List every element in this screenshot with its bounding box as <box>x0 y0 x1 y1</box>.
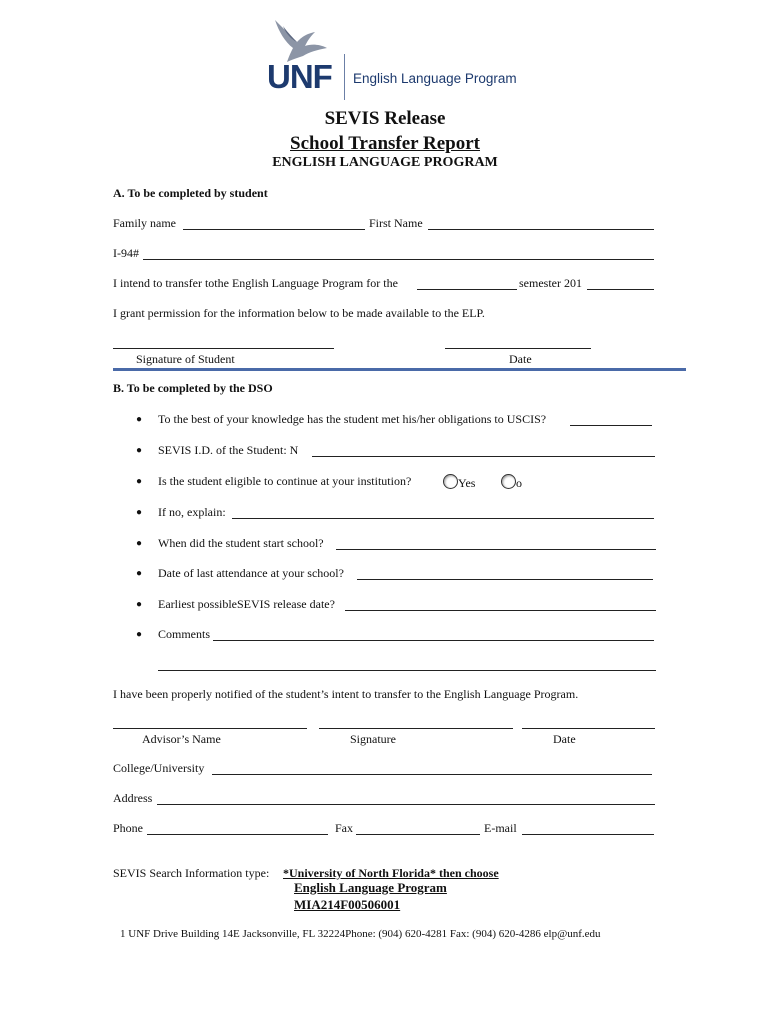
explain-label: If no, explain: <box>158 505 226 519</box>
bullet-icon: ● <box>136 507 143 518</box>
advisor-signature-label: Signature <box>350 732 396 746</box>
fax-label: Fax <box>335 821 353 835</box>
grant-permission-text: I grant permission for the information below to be made available to the ELP. <box>113 306 485 320</box>
logo-program-label: English Language Program <box>353 71 517 86</box>
first-name-field[interactable] <box>428 229 654 230</box>
phone-label: Phone <box>113 821 143 835</box>
section-divider <box>113 368 686 371</box>
yes-radio[interactable] <box>443 474 458 489</box>
explain-field[interactable] <box>232 518 654 519</box>
last-attendance-question: Date of last attendance at your school? <box>158 566 344 580</box>
bullet-icon: ● <box>136 538 143 549</box>
semester-field[interactable] <box>417 289 517 290</box>
advisor-signature-field[interactable] <box>319 728 513 729</box>
start-school-question: When did the student start school? <box>158 536 324 550</box>
family-name-field[interactable] <box>183 229 365 230</box>
section-b-heading: B. To be completed by the DSO <box>113 381 273 395</box>
college-label: College/University <box>113 761 205 775</box>
bullet-icon: ● <box>136 629 143 640</box>
obligations-question: To the best of your knowledge has the student met his/her obligations to USCIS? <box>158 412 547 426</box>
sevis-id-field[interactable] <box>312 456 655 457</box>
intend-text: I intend to transfer tothe English Language Program for the <box>113 276 398 290</box>
program-heading: ENGLISH LANGUAGE PROGRAM <box>272 155 498 170</box>
sevis-search-label: SEVIS Search Information type: <box>113 866 270 880</box>
i94-field[interactable] <box>143 259 654 260</box>
i94-label: I-94# <box>113 246 139 260</box>
address-field[interactable] <box>157 804 655 805</box>
section-a-heading: A. To be completed by student <box>113 186 268 200</box>
semester-year-field[interactable] <box>587 289 654 290</box>
bullet-icon: ● <box>136 568 143 579</box>
semester-text: semester 201 <box>519 276 582 290</box>
page-title: SEVIS Release <box>324 108 446 129</box>
release-date-field[interactable] <box>345 610 656 611</box>
student-date-label: Date <box>509 352 532 366</box>
yes-option[interactable] <box>443 474 475 491</box>
email-label: E-mail <box>484 821 517 835</box>
sevis-search-program: English Language Program <box>294 880 447 895</box>
yes-label: Yes <box>458 476 476 490</box>
college-field[interactable] <box>212 774 652 775</box>
advisor-name-field[interactable] <box>113 728 307 729</box>
student-signature-field[interactable] <box>113 348 334 349</box>
bullet-icon: ● <box>136 414 143 425</box>
last-attendance-field[interactable] <box>357 579 653 580</box>
release-date-question: Earliest possibleSEVIS release date? <box>158 597 335 611</box>
student-date-field[interactable] <box>445 348 591 349</box>
advisor-name-label: Advisor’s Name <box>142 732 221 746</box>
unf-wordmark: UNF <box>267 58 332 95</box>
comments-label: Comments <box>158 627 211 641</box>
advisor-date-label: Date <box>553 732 576 746</box>
first-name-label: First Name <box>369 216 423 230</box>
logo-divider <box>344 54 345 100</box>
bullet-icon: ● <box>136 445 143 456</box>
bullet-icon: ● <box>136 599 143 610</box>
obligations-field[interactable] <box>570 425 652 426</box>
student-signature-label: Signature of Student <box>136 352 235 366</box>
sevis-id-label: SEVIS I.D. of the Student: N <box>158 443 299 457</box>
footer-contact: 1 UNF Drive Building 14E Jacksonville, FL 32224Phone: (904) 620-4281 Fax: (904) 620-4286 elp@unf.edu <box>120 928 601 940</box>
family-name-label: Family name <box>113 216 176 230</box>
email-field[interactable] <box>522 834 654 835</box>
start-school-field[interactable] <box>336 549 656 550</box>
sevis-search-instruction: *University of North Florida* then choose <box>283 866 499 880</box>
advisor-date-field[interactable] <box>522 728 655 729</box>
no-option[interactable] <box>501 474 522 491</box>
fax-field[interactable] <box>356 834 480 835</box>
address-label: Address <box>113 791 153 805</box>
comments-field[interactable] <box>213 640 654 641</box>
no-label: o <box>516 476 522 490</box>
unf-elp-logo <box>265 18 525 100</box>
notified-text: I have been properly notified of the student’s intent to transfer to the English Language Program. <box>113 687 579 701</box>
phone-field[interactable] <box>147 834 328 835</box>
eligible-question: Is the student eligible to continue at your institution? <box>158 474 412 488</box>
bullet-icon: ● <box>136 476 143 487</box>
page-subtitle: School Transfer Report <box>290 133 480 154</box>
comments-field-line-2[interactable] <box>158 670 656 671</box>
sevis-search-code: MIA214F00506001 <box>294 897 401 912</box>
no-radio[interactable] <box>501 474 516 489</box>
